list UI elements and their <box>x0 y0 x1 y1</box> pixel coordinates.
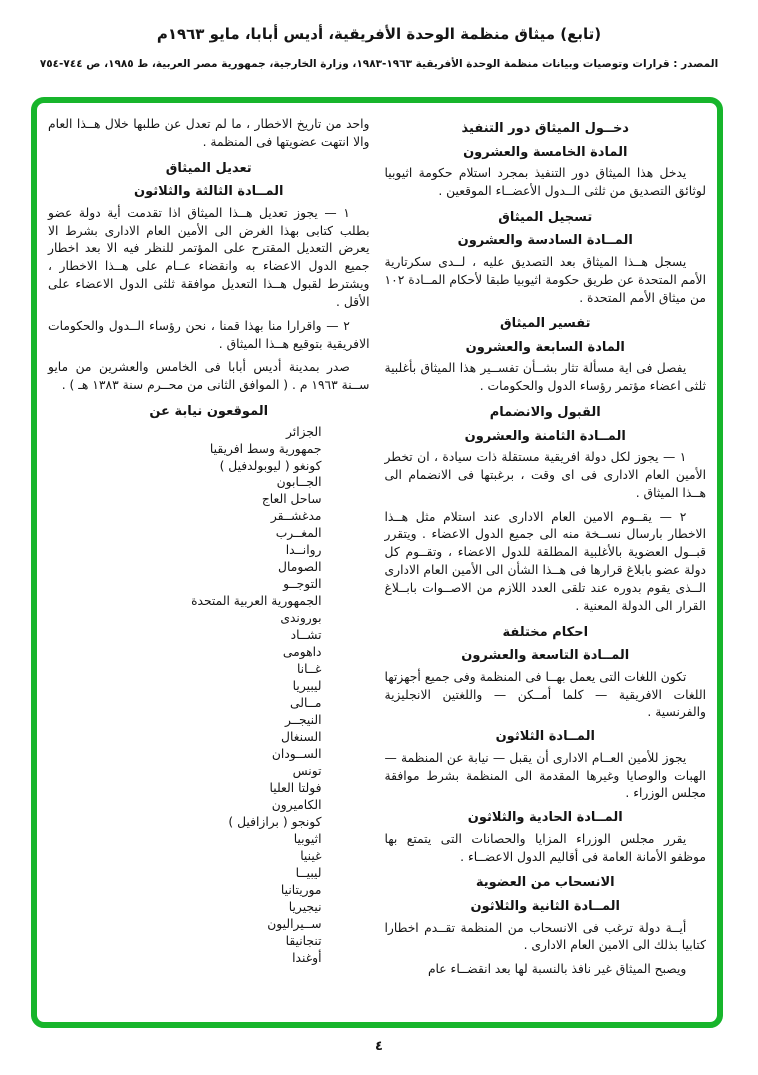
article-heading: المــادة الثامنة والعشرون <box>464 428 626 444</box>
page-header <box>0 0 758 70</box>
paragraph: يسجل هــذا الميثاق بعد التصديق عليه ، لــدى سكرتارية الأمم المتحدة عن طريق حكومة اثيوبيا طبقا لأحكام المــادة ١٠٢ من ميثاق الأمم المتحدة . <box>384 254 706 305</box>
section-heading: تسجيل الميثاق <box>498 209 593 225</box>
paragraph: يقرر مجلس الوزراء المزايا والحصانات التى يتمتع بها موظفو الأمانة العامة فى أقاليم الدول الاعضــاء . <box>384 831 706 864</box>
paragraph: تكون اللغات التى يعمل بهــا فى المنظمة وفى جميع أجهزتها اللغات الافريقية — كلما أمــكن — واللغتين الانجليزية والفرنسية . <box>384 669 706 720</box>
paragraph: ويصبح الميثاق غير نافذ بالنسبة لها بعد انقضــاء عام <box>427 962 687 977</box>
paragraph: يجوز للأمين العــام الادارى أن يقبل — نيابة عن المنظمة — الهبات والوصايا وغيرها المقدمة الى المنظمة بشرط موافقة مجلس الوزراء . <box>384 750 706 801</box>
signatory-item: فولتا العليا <box>269 780 322 795</box>
paragraph: صدر بمدينة أديس أبابا فى الخامس والعشرين من مايو ســنة ١٩٦٣ م . ( الموافق الثانى من محــرم سنة ١٣٨٣ هـ ) . <box>48 360 370 393</box>
signatory-item: الجــابون <box>276 475 322 490</box>
section-heading: احكام مختلفة <box>502 624 589 640</box>
paragraph: ١ — يجوز لكل دولة افريقية مستقلة ذات سيادة ، ان تخطر الأمين العام الادارى فى اى وقت ، برغبتها فى الانضمام الى هــذا الميثاق . <box>384 450 706 500</box>
article-heading: المــادة التاسعة والعشرون <box>461 648 630 664</box>
paragraph: ٢ — واقرارا منا بهذا قمنا ، نحن رؤساء الــدول والحكومات الافريقية بتوقيع هــذا الميثاق . <box>48 318 370 351</box>
section-heading: القبول والانضمام <box>489 405 601 421</box>
article-heading: المــادة الحادية والثلاثون <box>467 810 623 826</box>
page-number: ٤ <box>375 1039 383 1054</box>
article-heading: المــادة الثالثة والثلاثون <box>133 184 284 200</box>
signatory-item: أوغندا <box>292 950 322 965</box>
signatory-item: روانــدا <box>285 543 322 558</box>
section-heading: تفسير الميثاق <box>499 316 591 332</box>
paragraph-continuation: واحد من تاريخ الاخطار ، ما لم تعدل عن طلبها خلال هــذا العام والا انتهت عضويتها فى المنظمة . <box>48 117 370 149</box>
paragraph: ٢ — يقــوم الامين العام الادارى عند استلام مثل هــذا الاخطار بارسال نســخة منه الى جميع الدول الاعضاء . ويتقرر قبــول العضوية بالأغلبية المطلقة للدول الاعضاء ، وتقــوم كل دولة عضو بابلاغ قرارها فى هــذا الشأن الى الأمين العام الادارى الــذى يقوم بدوره عند تلقى العدد اللازم من الاصــوات بابــلاغ القرار الى الدولة المعنية . <box>384 509 706 613</box>
left-column <box>48 112 370 1013</box>
article-heading: المــادة الثانية والثلاثون <box>470 898 621 914</box>
signatory-item: تنجانيقا <box>285 933 322 948</box>
signatory-item: غــانا <box>296 662 322 677</box>
signatory-item: اثيوبيا <box>293 831 322 846</box>
article-heading: المــادة الثلاثون <box>495 729 595 745</box>
signatory-item: موريتانيا <box>280 882 322 897</box>
signatory-item: الجزائر <box>285 424 322 439</box>
signatory-item: غينيا <box>300 848 322 863</box>
signatory-item: كونجو ( برازافيل ) <box>228 814 322 829</box>
signatory-item: تشــاد <box>290 628 322 643</box>
paragraph: يفصل فى اية مسألة تثار بشــأن تفســير هذا الميثاق بأغلبية ثلثى اعضاء مؤتمر رؤساء الدول والحكومات . <box>384 361 706 394</box>
signatory-item: ساحل العاج <box>261 492 322 507</box>
section-heading: تعديل الميثاق <box>165 160 252 176</box>
signatory-item: جمهورية وسط افريقيا <box>209 441 322 456</box>
signatory-item: السنغال <box>281 730 322 745</box>
document-source-line: المصدر : قرارات وتوصيات وبيانات منظمة الوحدة الأفريقية ١٩٦٣-١٩٨٣، وزارة الخارجية، جمهورية مصر العربية، ط ١٩٨٥، ص ٧٤٤-٧٥٤ <box>39 58 719 70</box>
article-heading: المــادة السادسة والعشرون <box>457 233 633 249</box>
signatory-item: الصومال <box>278 560 322 575</box>
signatory-item: بوروندى <box>280 611 322 626</box>
section-heading: دخــول الميثاق دور التنفيذ <box>461 121 629 136</box>
section-heading: الموقعون نيابة عن <box>149 404 269 420</box>
article-heading: المادة الخامسة والعشرون <box>463 144 628 160</box>
signatory-item: النيجــر <box>284 713 322 728</box>
signatory-item: ســيراليون <box>267 916 322 931</box>
section-heading: الانسحاب من العضوية <box>475 875 615 891</box>
paragraph: أيــة دولة ترغب فى الانسحاب من المنظمة تقــدم اخطارا كتابيا بذلك الى الامين العام الادارى . <box>384 920 706 953</box>
signatory-item: نيجيريا <box>288 899 322 914</box>
content-border-box <box>31 97 723 1028</box>
signatory-item: تونس <box>292 763 322 778</box>
signatory-item: كونغو ( ليوبولدفيل ) <box>219 458 322 473</box>
signatory-item: ليبيــا <box>295 865 322 880</box>
signatory-item: الجمهورية العربية المتحدة <box>191 594 322 609</box>
document-title: (تابع) ميثاق منظمة الوحدة الأفريقية، أديس أبابا، مايو ١٩٦٣م <box>156 25 602 43</box>
signatory-item: مدغشــقر <box>270 509 322 524</box>
signatory-item: التوجــو <box>283 577 322 592</box>
right-column <box>385 112 707 1013</box>
signatory-item: داهومى <box>282 645 322 660</box>
signatory-list <box>48 424 370 967</box>
signatory-item: الســودان <box>271 746 322 761</box>
paragraph: يدخل هذا الميثاق دور التنفيذ بمجرد استلام حكومة اثيوبيا لوثائق التصديق من ثلثى الــدول الأعضــاء الموقعين . <box>384 166 706 198</box>
signatory-item: الكاميرون <box>271 797 322 812</box>
paragraph: ١ — يجوز تعديل هــذا الميثاق اذا تقدمت أية دولة عضو بطلب كتابى بهذا الغرض الى الأمين العام الادارى بشرط الا يعرض التعديل المقترح على المؤتمر للنظر فيه الا بعد اخطار جميع الدول الاعضاء به وانقضاء عــام على هــذا الاخطار ، ويشترط لقبول هــذا التعديل موافقة ثلثى الدول الاعضاء على الأقل . <box>48 205 370 309</box>
signatory-item: مــالى <box>289 696 322 711</box>
article-heading: المادة السابعة والعشرون <box>465 339 625 355</box>
signatory-item: ليبيريا <box>292 679 322 694</box>
signatory-item: المغــرب <box>275 526 322 541</box>
